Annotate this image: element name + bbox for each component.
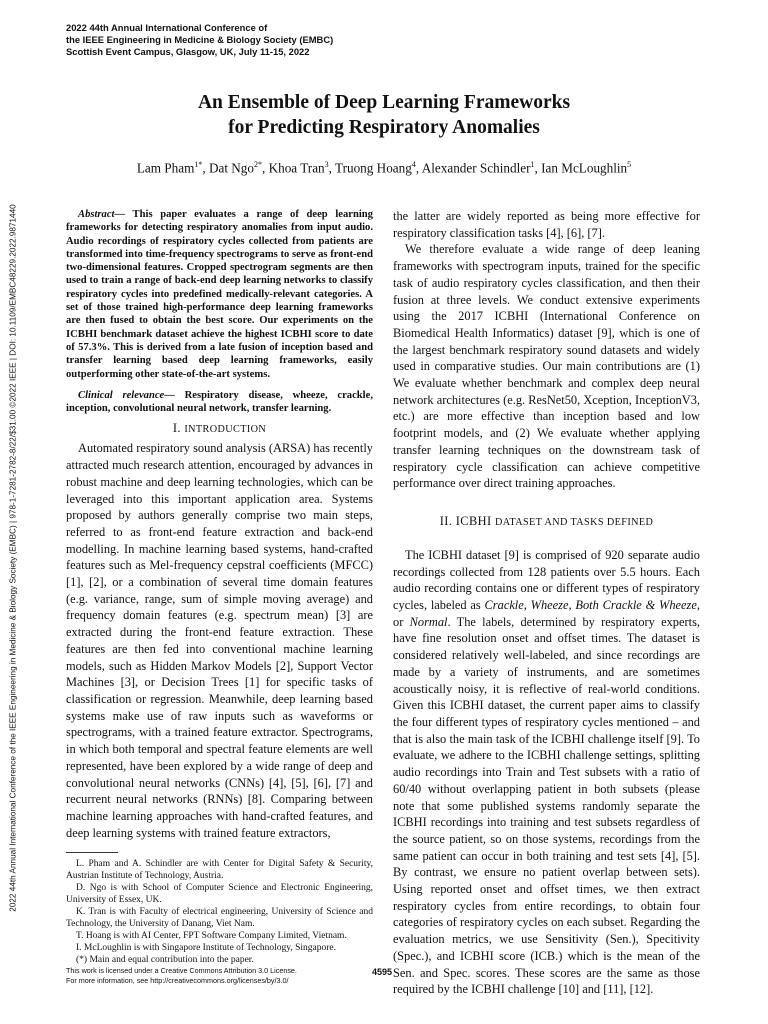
- footnote-divider: [66, 852, 118, 853]
- label-wheeze: Wheeze: [530, 598, 569, 613]
- dataset-paragraph: [393, 547, 700, 998]
- section-2-title-rest: DATASET AND TASKS DEFINED: [495, 516, 654, 528]
- section-2-title-main: ICBHI: [455, 513, 492, 528]
- license-more-info: For more information, see http://creativecommons.org/licenses/by/3.0/: [66, 976, 289, 985]
- label-crackle: Crackle: [484, 598, 524, 613]
- doi-sidebar: [6, 130, 20, 985]
- doi-sidebar-text: 2022 44th Annual International Conference of the IEEE Engineering in Medicine & Biology Society (EMBC) | 978-1-7281-2782-8/22/$31.00 ©2022 IEEE | DOI: 10.1109/EMBC48229.2022.9871440: [8, 203, 18, 912]
- author-affiliation: 4: [411, 160, 416, 169]
- author-affiliation: 2*: [254, 160, 262, 169]
- separator: ,: [523, 598, 531, 613]
- dataset-text-a: The ICBHI dataset [9] is comprised of 920 separate audio recordings collected from 128 patients over 5.5 hours. Each audio recording contains one or different types of respiratory cycles, labeled as: [393, 547, 700, 613]
- title-line-2: for Predicting Respiratory Anomalies: [228, 117, 540, 138]
- author-affiliation: 5: [627, 160, 632, 169]
- footnote: (*) Main and equal contribution into the paper.: [76, 954, 254, 965]
- dataset-text-b: . The labels, determined by respiratory experts, have fine resolution onset and offset times. The dataset is considered relatively well-labeled, and since recordings are made by a variety of instruments, and are sometimes acoustically noisy, it is reflective of real-world conditions. Given this ICBHI dataset, the current paper aims to classify the four different types of respiratory cycles mentioned – and that is also the main task of the ICBHI challenge itself [9]. To evaluate, we adhere to the ICBHI challenge settings, splitting audio recordings into Train and Test subsets with a ratio of 60/40 without overlapping patient in both subsets (please note that some published systems randomly separate the ICBHI recordings into training and test subsets regardless of the source patient, so on those systems, recordings from the same patient can occur in both training and test sets [4], [5]. By contrast, we ensure no patient overlap between sets). Using reported onset and offset times, we then extract respiratory cycles from entire recordings, to obtain four categories of respiratory cycles on each subset. Regarding the evaluation metrics, we use Sensitivity (Sen.), Specitivity (Spec.), and ICBHI score (ICB.) which is the mean of the Sen. and Spec. scores. These scores are the same as those required by the ICBHI challenge [10] and [11], [12].: [393, 614, 700, 997]
- license-line: This work is licensed under a Creative Commons Attribution 3.0 License.: [66, 966, 297, 975]
- clinical-relevance: Clinical relevance— Respiratory disease, wheeze, crackle, inception, convolutional neural network, transfer learning.: [66, 389, 373, 415]
- author-list: Lam Pham$^{1*}$, Dat Ngo$^{2*}$, Khoa Tran$^3$, Truong Hoang$^4$, Alexander Schindler$^1$, Ian McLoughlin$^5$: [136, 160, 632, 176]
- footnote: D. Ngo is with School of Computer Science and Electronic Engineering, University of Essex, UK.: [66, 883, 373, 906]
- footnote: T. Hoang is with AI Center, FPT Software Company Limited, Vietnam.: [76, 930, 347, 941]
- clinical-relevance-label: Clinical relevance: [78, 389, 165, 401]
- author-name: Khoa Tran: [268, 160, 325, 176]
- author-name: Dat Ngo: [208, 160, 254, 176]
- section-2-number: II.: [439, 513, 453, 528]
- author-name: Lam Pham: [136, 160, 195, 176]
- section-1-heading: [66, 421, 373, 436]
- footnote: I. McLoughlin is with Singapore Institute of Technology, Singapore.: [76, 942, 337, 953]
- clinical-relevance-text: Respiratory disease, wheeze, crackle, inception, convolutional neural network, transfer learning.: [66, 389, 373, 415]
- section-1-title: INTRODUCTION: [184, 424, 267, 436]
- author-name: Alexander Schindler: [421, 160, 531, 176]
- section-2-heading: [393, 514, 700, 529]
- footnote: K. Tran is with Faculty of electrical engineering, University of Science and Technology, the University of Danang, Viet Nam.: [66, 906, 373, 929]
- author-name: Truong Hoang: [335, 160, 412, 176]
- intro-paragraph-2: We therefore evaluate a wide range of deep leaning frameworks with spectrogram inputs, trained for the specific task of audio respiratory cycles classification, and then their fusion at three levels. We conduct extensive experiments using the 2017 ICBHI (International Conference on Biomedical Health Informatics) dataset [9], which is one of the largest benchmark respiratory sound datasets and widely used in comparative studies. Our main contributions are (1) We evaluate whether benchmark and complex deep neural network architectures (e.g. ResNet50, Xception, InceptionV3, etc.) are more effective than inception based and low footprint models, and (2) We evaluate whether applying transfer learning techniques on the downstream task of respiratory cycle classification can achieve competitive performance over direct training approaches.: [393, 242, 700, 491]
- section-1-number: I.: [172, 421, 181, 436]
- abstract: Abstract— This paper evaluates a range of deep learning frameworks for detecting respiratory anomalies from input audio. Audio recordings of respiratory cycles collected from patients are transformed into time-frequency spectrograms to serve as front-end two-dimensional features. Cropped spectrogram segments are then used to train a range of back-end deep learning networks to classify respiratory cycles into predefined medically-relevant categories. A set of those trained high-performance deep learning frameworks are then fused to obtain the best score. Our experiments on the ICBHI benchmark dataset achieve the highest ICBHI score to date of 57.3%. This is derived from a late fusion of inception based and transfer learning based deep learning frameworks, easily outperforming other state-of-the-art systems.: [66, 209, 373, 380]
- author-affiliation: 3: [324, 160, 329, 169]
- author-name: Ian McLoughlin: [541, 160, 628, 176]
- author-affiliation: 1: [530, 160, 535, 169]
- separator: , or: [393, 598, 700, 629]
- paper-title: [0, 90, 768, 140]
- title-line-1: An Ensemble of Deep Learning Frameworks: [197, 92, 571, 113]
- conference-line-3: Scottish Event Campus, Glasgow, UK, July 11-15, 2022: [66, 46, 310, 57]
- abstract-label: Abstract: [78, 209, 115, 220]
- conference-line-1: 2022 44th Annual International Conference of: [66, 22, 268, 33]
- conference-line-2: the IEEE Engineering in Medicine & Biology Society (EMBC): [66, 34, 334, 45]
- author-affiliation: 1*: [194, 160, 203, 169]
- abstract-text: This paper evaluates a range of deep learning frameworks for detecting respiratory anomalies from input audio. Audio recordings of respiratory cycles collected from patients are transformed into time-frequency spectrograms to serve as front-end two-dimensional features. Cropped spectrogram segments are then used to train a range of back-end deep learning networks to classify respiratory cycles into predefined medically-relevant categories. A set of those trained high-performance deep learning frameworks are then fused to obtain the best score. Our experiments on the ICBHI benchmark dataset achieve the highest ICBHI score to date of 57.3%. This is derived from a late fusion of inception based and transfer learning based deep learning frameworks, easily outperforming other state-of-the-art systems.: [66, 209, 373, 380]
- intro-paragraph-1: Automated respiratory sound analysis (ARSA) has recently attracted much research attention, encouraged by advances in robust machine and deep learning technologies, which can be leveraged into this important application area. Systems proposed by authors generally comprise two main steps, referred to as front-end feature extraction and back-end modelling. In machine learning based systems, hand-crafted features such as Mel-frequency cepstral coefficients (MFCC) [1], [2], or a combination of several time domain features (e.g. variance, range, sum of simple moving average) and frequency domain features (e.g. spectrum mean) [3] are extracted during the front-end feature extraction. These features are then fed into conventional machine learning models, such as Hidden Markov Models [2], Support Vector Machines [3], or Decision Trees [1] for specific tasks of classification or regression. Meanwhile, deep learning based systems make use of raw inputs such as waveforms or spectrograms, with a trained feature extractor. Spectrograms, in which both temporal and spectral feature elements are well represented, have been explored by a wide range of deep and convolutional neural networks (CNNs) [4], [5], [6], [7] and recurrent neural networks (RNNs) [8]. Comparing between machine learning approaches with hand-crafted features, and deep learning systems with trained feature extractors,: [66, 441, 373, 840]
- right-column: [393, 208, 700, 998]
- separator: ,: [568, 598, 576, 613]
- page-number: 4595: [372, 967, 393, 977]
- left-column: [66, 208, 373, 966]
- conference-header: [66, 22, 333, 58]
- intro-paragraph-1-continued: the latter are widely reported as being more effective for respiratory classification tasks [4], [6], [7].: [393, 209, 700, 240]
- label-normal: Normal: [409, 614, 448, 629]
- footnote: L. Pham and A. Schindler are with Center for Digital Safety & Security, Austrian Institute of Technology, Austria.: [66, 859, 373, 882]
- license-footer: [66, 966, 297, 986]
- label-both: Both Crackle & Wheeze: [575, 598, 697, 613]
